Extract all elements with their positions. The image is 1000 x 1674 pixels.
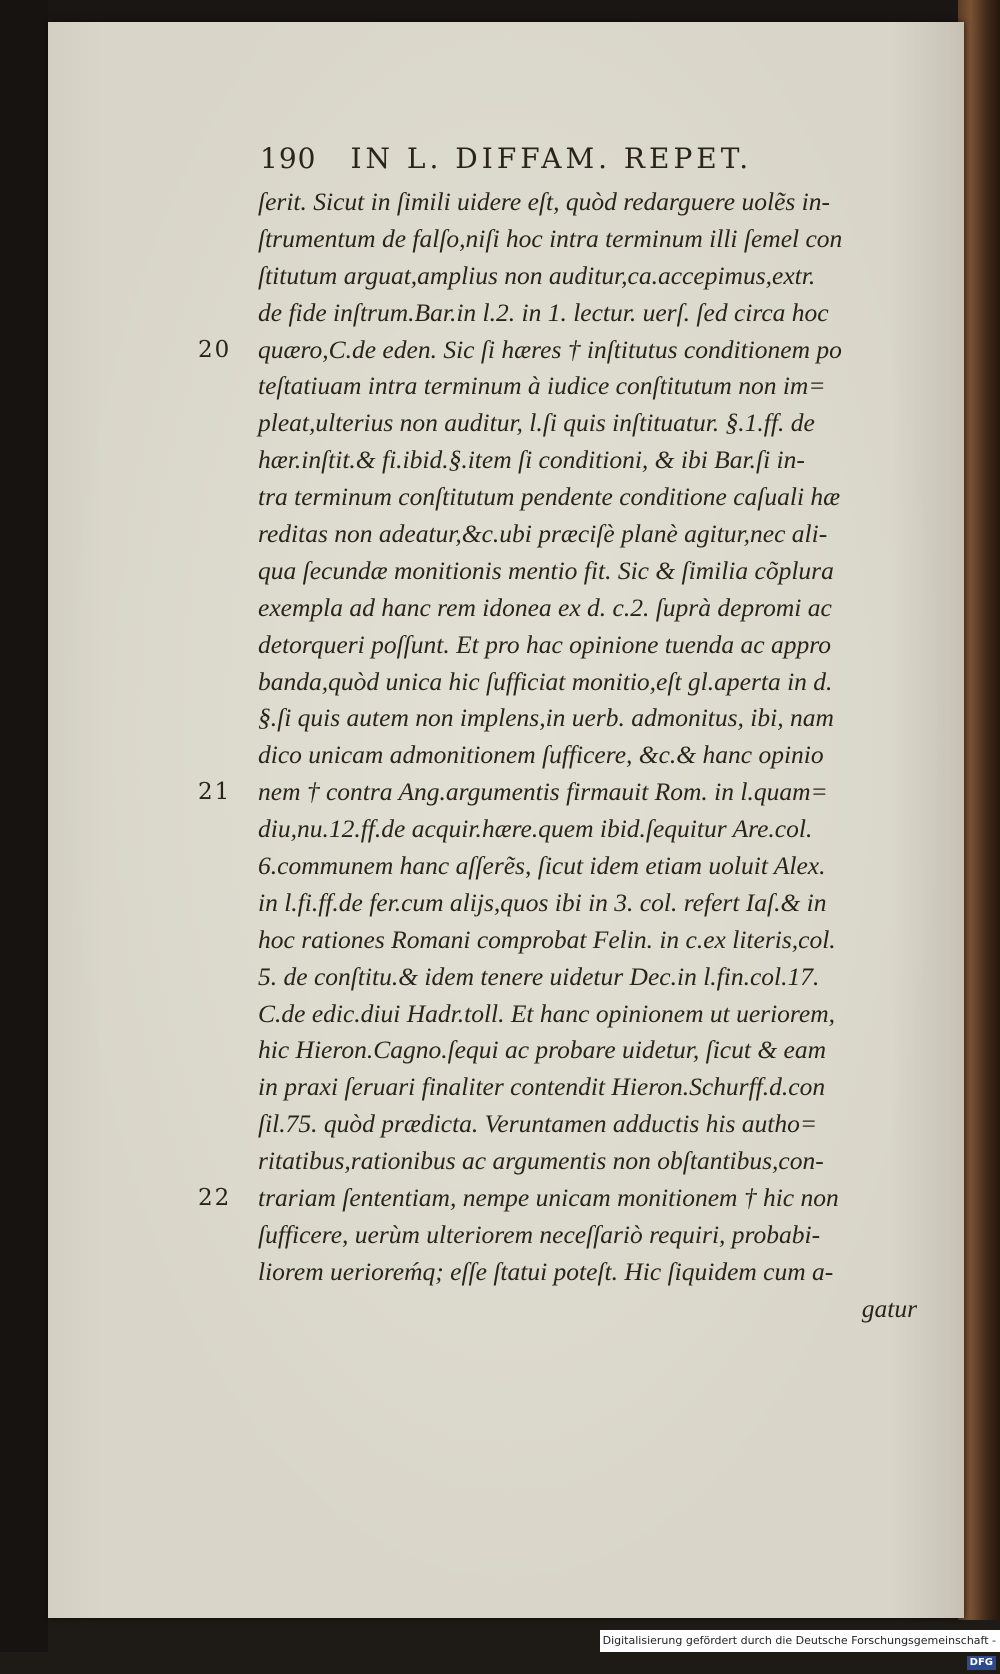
text-line xyxy=(258,700,943,737)
text-line xyxy=(258,664,943,701)
text-line xyxy=(258,184,943,221)
text-line xyxy=(258,553,943,590)
line-text: quæro,C.de eden. Sic ſi hæres † inſtitutus conditionem po xyxy=(258,334,842,364)
line-text: in praxi ſeruari finaliter contendit Hieron.Schurff.d.con xyxy=(258,1072,826,1102)
scanner-bed-left xyxy=(0,0,48,1652)
digitization-credit xyxy=(600,1630,1000,1668)
text-line xyxy=(258,405,943,442)
line-text: exempla ad hanc rem idonea ex d. c.2. ſuprà depromi ac xyxy=(258,592,832,622)
line-text: ſerit. Sicut in ſimili uidere eſt, quòd redarguere uolẽs in- xyxy=(258,187,831,216)
line-text: de fide inſtrum.Bar.in l.2. in 1. lectur. uerſ. ſed circa hoc xyxy=(258,297,829,327)
line-text: hic Hieron.Cagno.ſequi ac probare uidetur, ſicut & eam xyxy=(258,1035,827,1065)
line-text: 5. de conſtitu.& idem tenere uidetur Dec.in l.fin.col.17. xyxy=(258,961,820,991)
line-text: liorem uerioreḿq; eſſe ſtatui poteſt. Hic ſiquidem cum a- xyxy=(258,1256,834,1286)
text-line xyxy=(258,1254,943,1291)
text-line xyxy=(258,442,943,479)
margin-number: 20 xyxy=(198,336,232,363)
text-line xyxy=(258,885,943,922)
text-line xyxy=(258,1217,943,1254)
line-text: in l.fi.ff.de fer.cum alijs,quos ibi in 3. col. refert Iaſ.& in xyxy=(258,887,827,917)
text-line xyxy=(258,959,943,996)
text-line xyxy=(258,368,943,405)
text-line xyxy=(258,1106,943,1143)
margin-number: 22 xyxy=(198,1185,232,1212)
credit-text: Digitalisierung gefördert durch die Deutsche Forschungsgemeinschaft - xyxy=(602,1634,996,1647)
text-line xyxy=(258,479,943,516)
line-text: qua ſecundæ monitionis mentio fit. Sic & ſimilia cõplura xyxy=(258,555,834,585)
line-text: ſtitutum arguat,amplius non auditur,ca.accepimus,extr. xyxy=(258,260,816,290)
line-text: ſil.75. quòd prædicta. Veruntamen adductis his autho= xyxy=(258,1109,818,1139)
line-text: detorqueri poſſunt. Et pro hac opinione tuenda ac appro xyxy=(258,629,831,659)
text-line xyxy=(258,848,943,885)
running-header xyxy=(260,142,752,175)
line-text: reditas non adeatur,&c.ubi præciſè planè agitur,nec ali- xyxy=(258,519,828,549)
line-text: ſufficere, uerùm ulteriorem neceſſariò requiri, probabi- xyxy=(258,1219,821,1249)
line-text: C.de edic.diui Hadr.toll. Et hanc opinionem ut ueriorem, xyxy=(258,998,835,1028)
dfg-logo: DFG xyxy=(967,1656,996,1670)
text-line xyxy=(258,516,943,553)
line-text: hær.inſtit.& fi.ibid.§.item ſi conditioni, & ibi Bar.ſi in- xyxy=(258,445,805,475)
text-line xyxy=(258,811,943,848)
text-line xyxy=(258,627,943,664)
line-text: hoc rationes Romani comprobat Felin. in c.ex literis,col. xyxy=(258,924,836,954)
margin-number: 21 xyxy=(198,779,232,806)
line-text: teſtatiuam intra terminum à iudice conſtitutum non im= xyxy=(258,371,826,401)
text-line xyxy=(198,1180,943,1217)
book-page xyxy=(48,22,964,1618)
text-line xyxy=(258,1143,943,1180)
text-line xyxy=(258,996,943,1033)
line-text: pleat,ulterius non auditur, l.ſi quis inſtituatur. §.1.ff. de xyxy=(258,408,815,438)
catchword: gatur xyxy=(861,1293,917,1323)
text-line xyxy=(198,332,943,369)
line-text: tra terminum conſtitutum pendente conditione caſuali hæ xyxy=(258,482,841,512)
line-text: ritatibus,rationibus ac argumentis non obſtantibus,con- xyxy=(258,1146,824,1176)
text-line xyxy=(258,1069,943,1106)
text-line xyxy=(258,221,943,258)
running-title: IN L. DIFFAM. REPET. xyxy=(350,142,753,175)
text-line xyxy=(198,774,943,811)
line-text: banda,quòd unica hic ſufficiat monitio,eſt gl.aperta in d. xyxy=(258,666,833,696)
line-text: trariam ſententiam, nempe unicam monitionem † hic non xyxy=(258,1183,839,1213)
scanner-bed-top xyxy=(0,0,1000,22)
text-line xyxy=(258,258,943,295)
text-line xyxy=(258,1032,943,1069)
text-line xyxy=(258,295,943,332)
line-text: ſtrumentum de falſo,niſi hoc intra terminum illi ſemel con xyxy=(258,223,843,253)
text-block xyxy=(198,184,943,1328)
line-text: diu,nu.12.ff.de acquir.hære.quem ibid.ſequitur Are.col. xyxy=(258,814,813,844)
line-text: dico unicam admonitionem ſufficere, &c.& hanc opinio xyxy=(258,740,824,770)
page-number: 190 xyxy=(260,142,317,175)
text-line xyxy=(258,922,943,959)
line-text: §.ſi quis autem non implens,in uerb. admonitus, ibi, nam xyxy=(258,703,834,733)
text-line xyxy=(258,590,943,627)
text-line xyxy=(258,737,943,774)
line-text: 6.communem hanc aſſerẽs, ſicut idem etiam uoluit Alex. xyxy=(258,851,826,881)
line-text: nem † contra Ang.argumentis firmauit Rom. in l.quam= xyxy=(258,777,828,807)
book-spine xyxy=(958,0,1000,1620)
